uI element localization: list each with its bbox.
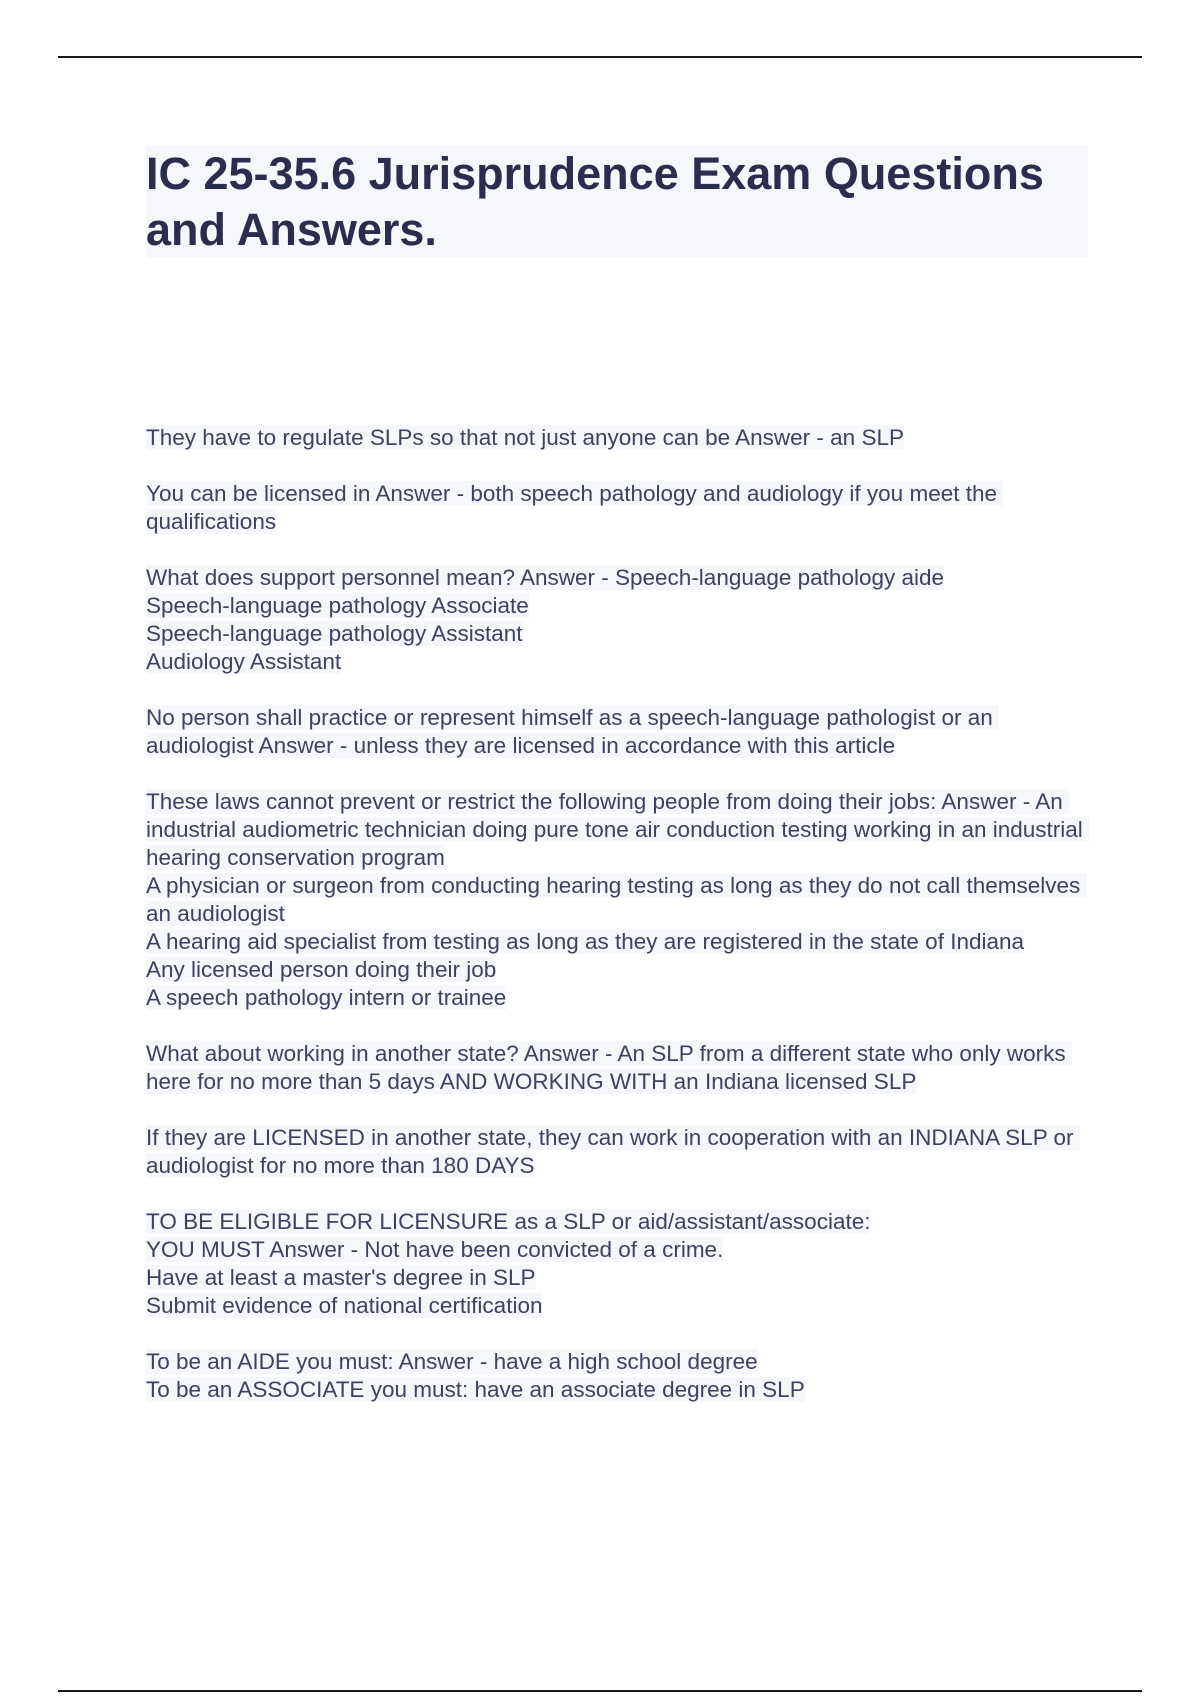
qa-item-text: No person shall practice or represent himself as a speech-language pathologist or an audiologist Answer - unless they are licensed in accordance with this article (146, 705, 1000, 758)
top-rule (58, 56, 1142, 58)
qa-item-text: What about working in another state? Answer - An SLP from a different state who only works here for no more than 5 days AND WORKING WITH an Indiana licensed SLP (146, 1041, 1072, 1094)
qa-item (146, 1040, 1088, 1096)
qa-item-text: These laws cannot prevent or restrict the following people from doing their jobs: Answer - An industrial audiometric technician doing pure tone air conduction testing working in an industrial hearing conservation program A physician or surgeon from conducting hearing testing as long as they do not call themselves an audiologist A hearing aid specialist from testing as long as they are registered in the state of Indiana Any licensed person doing their job A speech pathology intern or trainee (146, 789, 1089, 1010)
qa-item (146, 564, 1088, 676)
qa-item (146, 480, 1088, 536)
qa-item-text: TO BE ELIGIBLE FOR LICENSURE as a SLP or aid/assistant/associate: YOU MUST Answer - Not have been convicted of a crime. Have at least a master's degree in SLP Submit evidence of national certification (146, 1209, 871, 1318)
qa-item-text: What does support personnel mean? Answer - Speech-language pathology aide Speech-language pathology Associate Speech-language pathology Assistant Audiology Assistant (146, 565, 945, 674)
qa-item (146, 1124, 1088, 1180)
qa-item (146, 1208, 1088, 1320)
qa-item (146, 788, 1088, 1012)
qa-list (146, 424, 1088, 1432)
qa-item (146, 1348, 1088, 1404)
qa-item (146, 424, 1088, 452)
page-title: IC 25-35.6 Jurisprudence Exam Questions and Answers. (146, 148, 1044, 255)
qa-item (146, 704, 1088, 760)
qa-item-text: To be an AIDE you must: Answer - have a high school degree To be an ASSOCIATE you must: have an associate degree in SLP (146, 1349, 805, 1402)
qa-item-text: They have to regulate SLPs so that not just anyone can be Answer - an SLP (146, 425, 904, 450)
qa-item-text: If they are LICENSED in another state, they can work in cooperation with an INDIANA SLP or audiologist for no more than 180 DAYS (146, 1125, 1080, 1178)
bottom-rule (58, 1690, 1142, 1692)
qa-item-text: You can be licensed in Answer - both speech pathology and audiology if you meet the qualifications (146, 481, 1004, 534)
title-block (146, 146, 1088, 258)
